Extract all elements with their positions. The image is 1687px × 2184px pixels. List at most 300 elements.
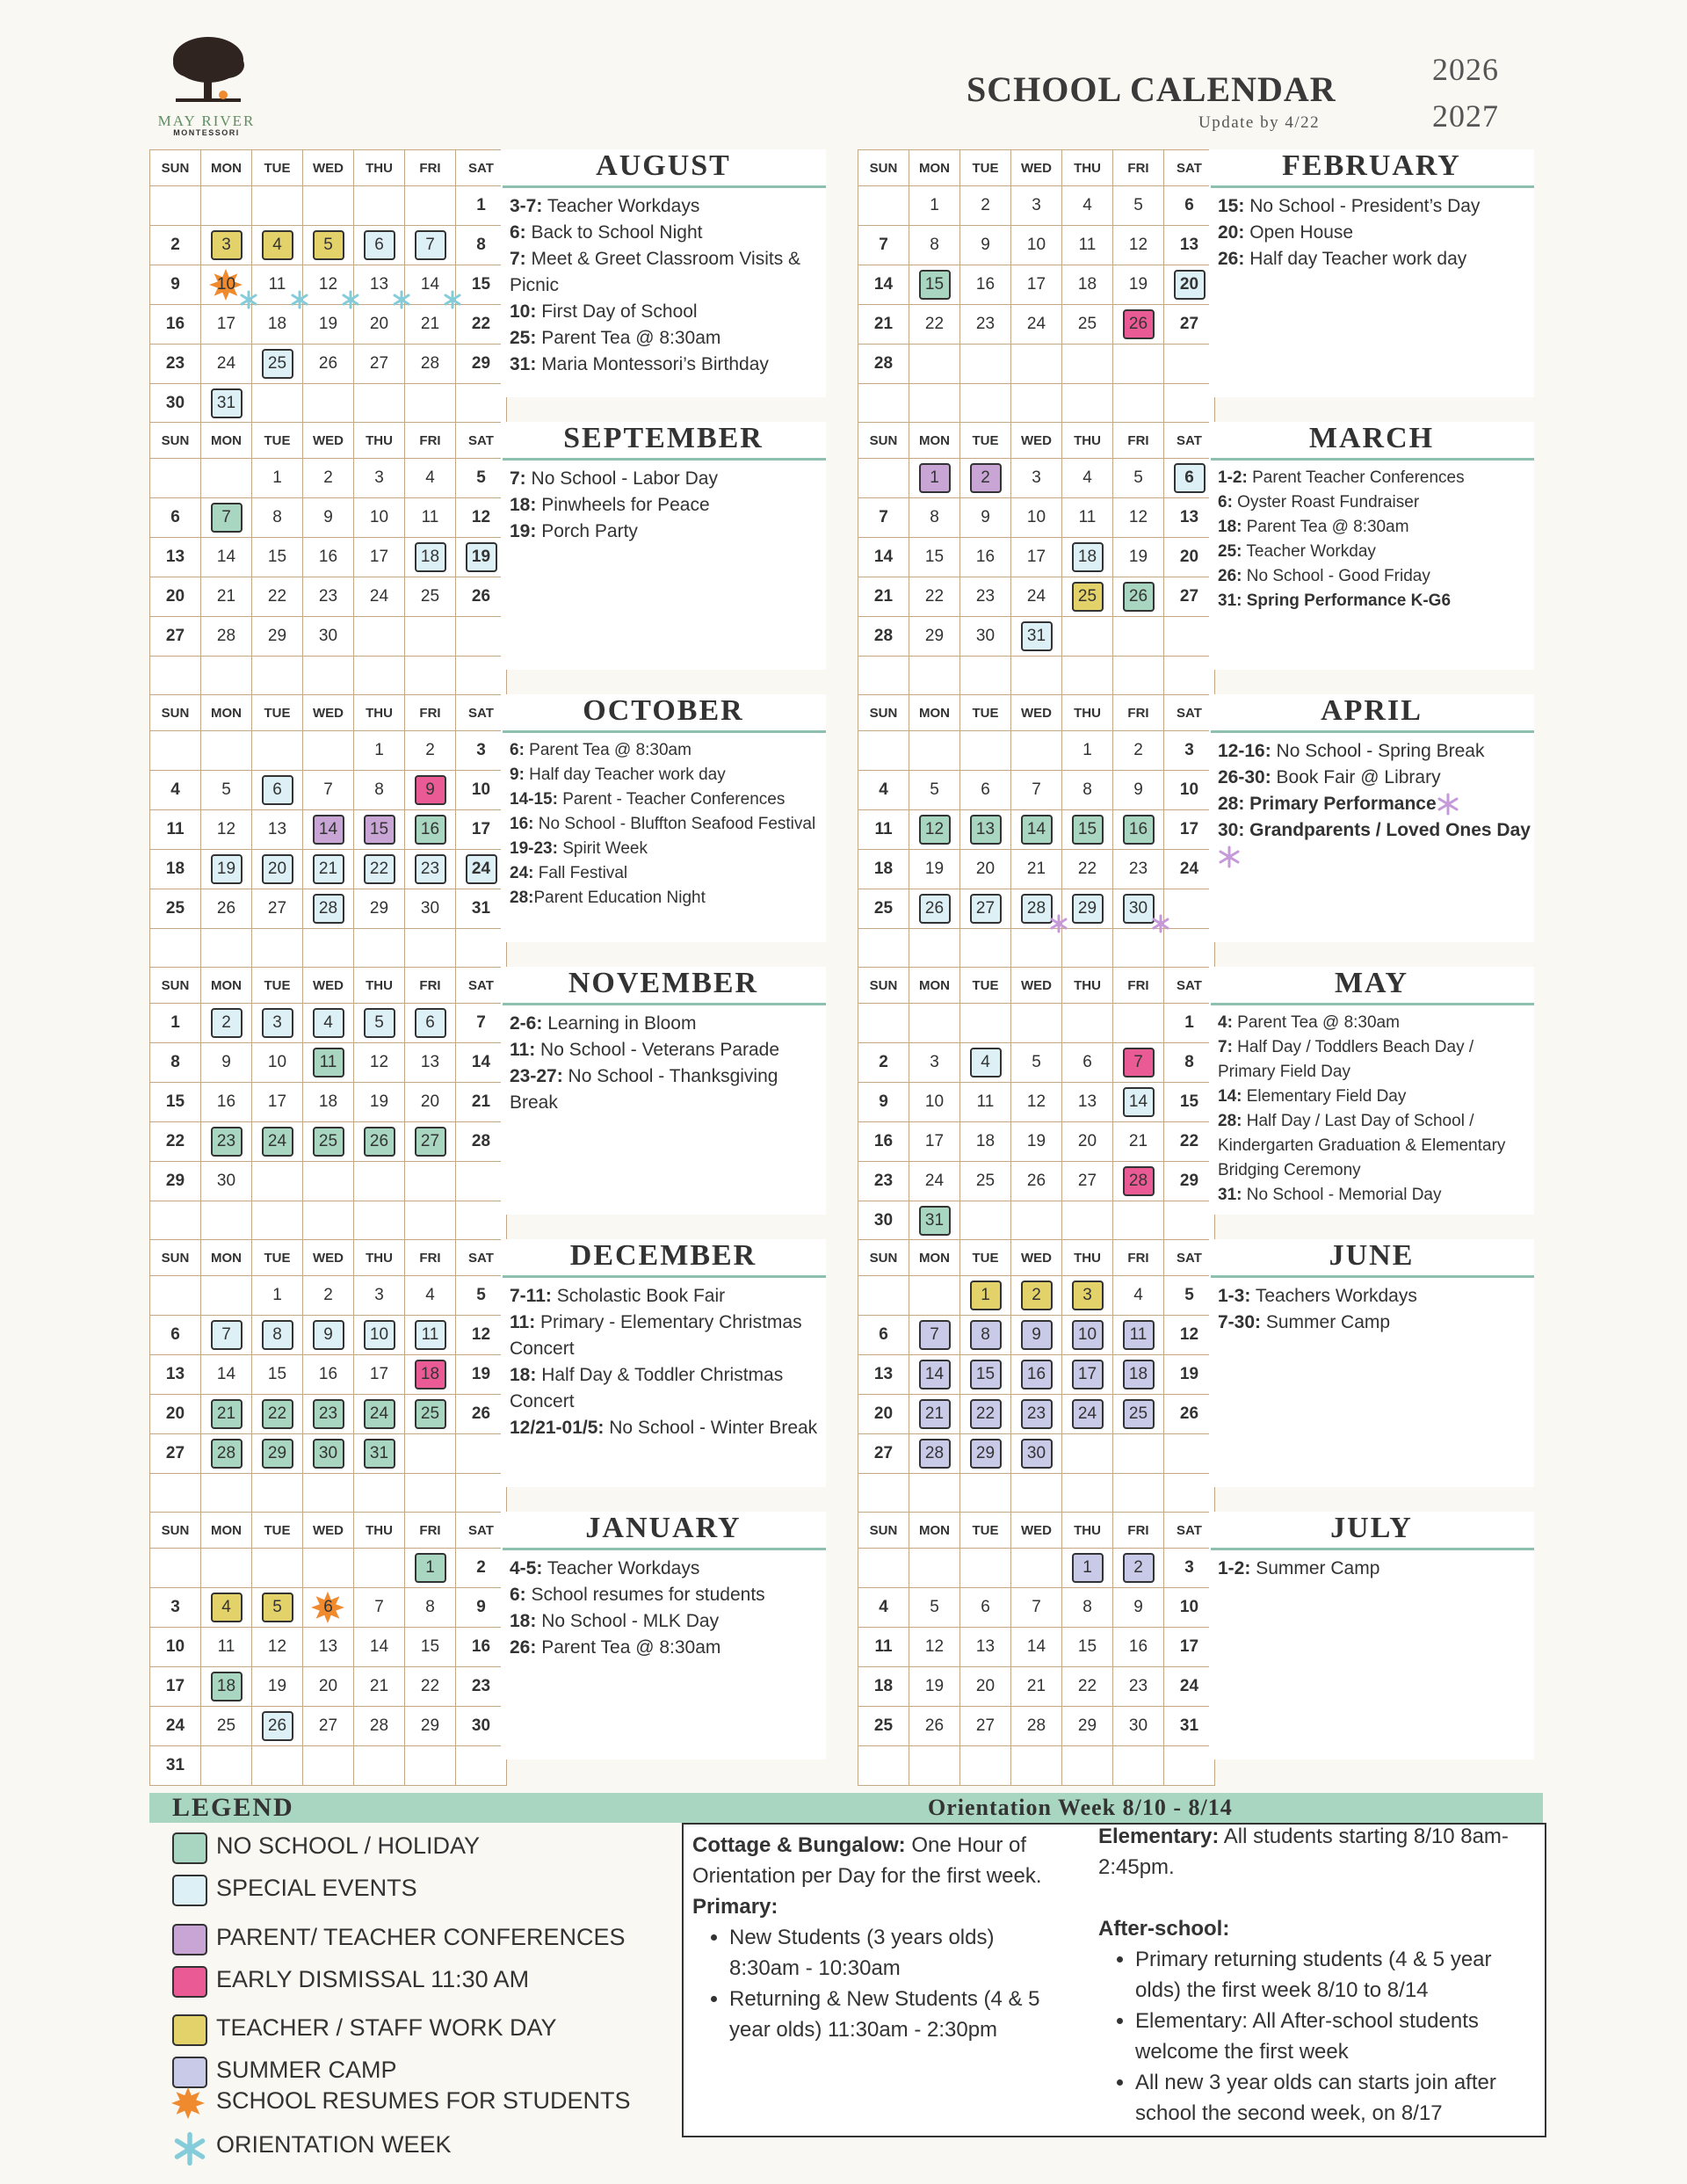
weekday-header: TUE: [252, 695, 303, 731]
empty-cell: [252, 186, 303, 226]
empty-cell: [858, 929, 909, 969]
month-name: MAY: [1334, 967, 1409, 999]
day-cell: [858, 1316, 909, 1355]
snowflake-asterisk-icon: [172, 2131, 207, 2166]
empty-cell: [405, 1434, 456, 1474]
day-number: 17: [1026, 548, 1046, 566]
day-number: 10: [1026, 236, 1046, 254]
day-cell: [1011, 1434, 1062, 1474]
cottage-label: Cottage & Bungalow:: [692, 1833, 906, 1857]
day-cell: [252, 459, 303, 498]
day-cell: [252, 1395, 303, 1434]
day-cell: [1062, 1083, 1113, 1122]
event-item: [1218, 515, 1534, 540]
day-cell: [405, 1004, 456, 1043]
day-number: 30: [1123, 894, 1155, 924]
month-name: JUNE: [1329, 1239, 1415, 1272]
day-number: 30: [420, 899, 440, 918]
day-cell: [303, 538, 354, 577]
day-cell: [405, 771, 456, 810]
events-list: [510, 1283, 826, 1441]
day-number: 10: [1179, 1598, 1199, 1616]
event-date: 31: Spring Performance K-G6: [1218, 591, 1452, 610]
day-cell: [150, 771, 201, 810]
day-cell: [456, 1004, 507, 1043]
day-number: 10: [364, 1320, 395, 1350]
empty-cell: [960, 929, 1011, 969]
weekday-header: FRI: [1113, 968, 1164, 1004]
day-cell: [303, 345, 354, 384]
event-text: No School - Veterans Parade: [535, 1040, 780, 1060]
day-number: 5: [1133, 196, 1143, 214]
day-number: 27: [1179, 587, 1199, 606]
day-number: 1: [919, 463, 951, 493]
day-number: 8: [1082, 1598, 1092, 1616]
elementary-info: [1098, 1821, 1538, 1883]
day-number: 20: [975, 860, 996, 878]
day-cell: [1164, 265, 1215, 305]
empty-cell: [909, 731, 960, 771]
day-cell: [354, 771, 405, 810]
day-cell: [1113, 577, 1164, 617]
day-cell: [150, 1395, 201, 1434]
event-date: 4:: [1218, 1013, 1233, 1032]
orientation-title: Orientation Week 8/10 - 8/14: [928, 1795, 1233, 1820]
day-number: 9: [879, 1092, 888, 1111]
day-cell: [252, 1588, 303, 1628]
day-number: 25: [262, 349, 293, 379]
day-cell: [960, 1083, 1011, 1122]
event-item: [1218, 1109, 1534, 1183]
day-cell: [1113, 1083, 1164, 1122]
legend-label: TEACHER / STAFF WORK DAY: [216, 2014, 557, 2041]
empty-cell: [303, 1474, 354, 1513]
day-number: 6: [1082, 1053, 1092, 1071]
day-number: 2: [981, 196, 990, 214]
day-number: 15: [924, 548, 945, 566]
empty-cell: [150, 1276, 201, 1316]
day-cell: [858, 345, 909, 384]
day-number: 18: [1077, 275, 1097, 294]
afterschool-list: [1098, 1944, 1538, 2129]
event-item: [1218, 540, 1534, 564]
weekday-header: FRI: [405, 423, 456, 459]
primary-label: Primary:: [692, 1895, 778, 1919]
empty-cell: [1062, 657, 1113, 696]
day-cell: [456, 1667, 507, 1707]
day-number: 21: [1128, 1132, 1148, 1150]
day-cell: [1164, 1667, 1215, 1707]
day-number: 22: [165, 1132, 185, 1150]
day-number: 23: [1021, 1399, 1053, 1429]
empty-cell: [1062, 617, 1113, 657]
day-number: 29: [924, 627, 945, 645]
day-cell: [201, 1083, 252, 1122]
day-number: 30: [165, 394, 185, 412]
day-cell: [960, 810, 1011, 850]
day-cell: [252, 538, 303, 577]
day-number: 4: [425, 1286, 435, 1304]
day-number: 14: [873, 275, 894, 294]
day-cell: [960, 1667, 1011, 1707]
day-cell: [1062, 1316, 1113, 1355]
day-number: 18: [318, 1092, 338, 1111]
day-cell: [303, 771, 354, 810]
event-text: No School - Thanksgiving Break: [510, 1066, 778, 1113]
events-list: [510, 466, 826, 545]
legend-label: ORIENTATION WEEK: [216, 2131, 452, 2158]
day-number: 3: [374, 1286, 384, 1304]
weekday-header: MON: [201, 1513, 252, 1549]
day-number: 1: [272, 1286, 282, 1304]
weekday-header: MON: [909, 1240, 960, 1276]
weekday-header: SUN: [150, 150, 201, 186]
day-number: 24: [1179, 860, 1199, 878]
empty-cell: [1011, 929, 1062, 969]
day-cell: [909, 1628, 960, 1667]
day-number: 5: [1032, 1053, 1041, 1071]
day-cell: [150, 1588, 201, 1628]
day-number: 28: [216, 627, 236, 645]
month-calendar-table: [858, 1239, 1215, 1513]
weekday-header: WED: [303, 968, 354, 1004]
event-text: Summer Camp: [1250, 1558, 1380, 1578]
event-item: [510, 738, 826, 763]
day-cell: [1011, 1355, 1062, 1395]
day-number: 20: [165, 587, 185, 606]
day-number: 1: [1184, 1013, 1194, 1032]
day-number: 18: [211, 1672, 243, 1701]
day-cell: [303, 226, 354, 265]
event-item: [510, 352, 826, 378]
day-number: 15: [1072, 815, 1104, 845]
day-cell: [354, 1004, 405, 1043]
day-number: 14: [873, 548, 894, 566]
month-september: [149, 422, 852, 668]
empty-cell: [858, 186, 909, 226]
day-cell: [354, 889, 405, 929]
day-cell: [354, 459, 405, 498]
day-number: 25: [873, 1716, 894, 1735]
day-cell: [150, 345, 201, 384]
day-cell: [150, 617, 201, 657]
month-events-panel: [501, 1239, 826, 1487]
day-number: 15: [267, 548, 287, 566]
day-number: 6: [170, 508, 180, 526]
day-number: 1: [970, 1281, 1002, 1310]
day-cell: [1164, 1549, 1215, 1588]
day-number: 3: [1184, 1558, 1194, 1577]
day-number: 11: [1078, 508, 1097, 526]
day-cell: [303, 1043, 354, 1083]
day-number: 23: [873, 1172, 894, 1190]
events-list: [510, 738, 826, 911]
month-divider: [1211, 1548, 1534, 1550]
day-cell: [1164, 186, 1215, 226]
empty-cell: [1164, 657, 1215, 696]
empty-cell: [456, 1474, 507, 1513]
day-cell: [303, 1667, 354, 1707]
weekday-header: SUN: [150, 423, 201, 459]
day-cell: [1011, 1276, 1062, 1316]
event-date: 30: Grandparents / Loved Ones Day: [1218, 820, 1531, 840]
orientation-snowflake-icon: [239, 290, 258, 309]
month-calendar-table: [858, 967, 1215, 1241]
day-cell: [1164, 459, 1215, 498]
day-number: 6: [1174, 463, 1206, 493]
day-number: 7: [211, 503, 243, 533]
event-date: 2-6:: [510, 1013, 543, 1034]
day-cell: [150, 1355, 201, 1395]
month-events-panel: [1209, 1512, 1534, 1760]
day-cell: [1011, 1588, 1062, 1628]
orientation-left-column: [692, 1830, 1070, 2045]
empty-cell: [1011, 1746, 1062, 1786]
day-number: 8: [930, 236, 939, 254]
day-cell: [252, 771, 303, 810]
day-cell: [201, 771, 252, 810]
day-cell: [456, 1395, 507, 1434]
day-cell: [960, 498, 1011, 538]
month-divider: [503, 185, 826, 188]
day-number: 17: [216, 315, 236, 333]
day-cell: [354, 1628, 405, 1667]
day-number: 4: [879, 1598, 888, 1616]
day-number: 4: [970, 1048, 1002, 1077]
day-number: 26: [1123, 582, 1155, 612]
day-number: 22: [1077, 860, 1097, 878]
day-cell: [858, 1122, 909, 1162]
event-text: No School - Good Friday: [1242, 567, 1430, 585]
day-cell: [1113, 265, 1164, 305]
day-number: 12: [318, 275, 338, 294]
month-calendar-table: [858, 149, 1215, 424]
day-number: 31: [211, 388, 243, 418]
empty-cell: [1062, 384, 1113, 424]
day-cell: [456, 459, 507, 498]
day-cell: [1011, 265, 1062, 305]
primary-list: [692, 1922, 1070, 2045]
empty-cell: [960, 1549, 1011, 1588]
day-cell: [1164, 1043, 1215, 1083]
empty-cell: [201, 731, 252, 771]
event-text: No School - Memorial Day: [1242, 1186, 1442, 1204]
legend-swatch: [172, 1875, 207, 1906]
day-cell: [909, 889, 960, 929]
day-cell: [150, 1667, 201, 1707]
day-cell: [405, 1043, 456, 1083]
orientation-snowflake-icon: [443, 290, 462, 309]
empty-cell: [354, 186, 405, 226]
weekday-header: FRI: [1113, 1240, 1164, 1276]
weekday-header: SAT: [456, 423, 507, 459]
empty-cell: [909, 1276, 960, 1316]
day-number: 14: [919, 1360, 951, 1389]
day-number: 21: [919, 1399, 951, 1429]
day-number: 28: [873, 354, 894, 373]
day-number: 7: [415, 230, 446, 260]
weekday-header: TUE: [960, 423, 1011, 459]
event-date: 28:: [510, 889, 534, 907]
day-cell: [909, 1083, 960, 1122]
weekday-header: SUN: [150, 968, 201, 1004]
events-list: [1218, 193, 1534, 272]
day-cell: [1062, 577, 1113, 617]
day-cell: [150, 1162, 201, 1201]
day-cell: [1062, 1628, 1113, 1667]
empty-cell: [201, 1549, 252, 1588]
day-number: 22: [420, 1677, 440, 1695]
day-number: 18: [165, 860, 185, 878]
day-number: 25: [975, 1172, 996, 1190]
day-cell: [1062, 186, 1113, 226]
day-number: 27: [970, 894, 1002, 924]
event-date: 19-23:: [510, 839, 558, 858]
event-item: [1218, 1035, 1534, 1085]
day-cell: [1011, 577, 1062, 617]
day-number: 23: [1128, 860, 1148, 878]
event-text: Teacher Workday: [1242, 542, 1376, 561]
empty-cell: [1011, 1201, 1062, 1241]
month-calendar-table: [149, 1239, 507, 1513]
day-cell: [150, 850, 201, 889]
empty-cell: [405, 384, 456, 424]
day-number: 15: [1077, 1637, 1097, 1656]
day-number: 11: [415, 1320, 446, 1350]
empty-cell: [252, 1162, 303, 1201]
day-number: 15: [267, 1365, 287, 1383]
day-number: 14: [216, 1365, 236, 1383]
weekday-header: MON: [201, 150, 252, 186]
empty-cell: [1164, 889, 1215, 929]
day-number: 26: [318, 354, 338, 373]
day-cell: [1011, 771, 1062, 810]
event-date: 20:: [1218, 222, 1245, 243]
event-date: 19:: [510, 521, 537, 541]
day-number: 23: [471, 1677, 491, 1695]
weekday-header: FRI: [405, 1240, 456, 1276]
day-number: 5: [930, 780, 939, 799]
day-cell: [405, 1122, 456, 1162]
day-number: 26: [919, 894, 951, 924]
day-number: 8: [425, 1598, 435, 1616]
day-number: 7: [879, 236, 888, 254]
day-cell: [1113, 810, 1164, 850]
weekday-header: TUE: [252, 968, 303, 1004]
day-number: 8: [970, 1320, 1002, 1350]
empty-cell: [1113, 1474, 1164, 1513]
event-item: [1218, 817, 1534, 870]
weekday-header: THU: [354, 1240, 405, 1276]
day-number: 4: [1082, 468, 1092, 487]
day-cell: [909, 1395, 960, 1434]
day-cell: [1113, 1122, 1164, 1162]
day-cell: [354, 810, 405, 850]
day-cell: [1062, 731, 1113, 771]
empty-cell: [1011, 731, 1062, 771]
events-list: [1218, 1283, 1534, 1336]
event-date: 26-30:: [1218, 767, 1271, 787]
day-number: 18: [1072, 542, 1104, 572]
day-number: 23: [313, 1399, 344, 1429]
day-cell: [252, 617, 303, 657]
day-cell: [960, 577, 1011, 617]
update-note: Update by 4/22: [1198, 113, 1321, 132]
day-cell: [405, 226, 456, 265]
event-text: No School - MLK Day: [536, 1611, 720, 1631]
day-cell: [960, 459, 1011, 498]
day-cell: [405, 1276, 456, 1316]
day-number: 8: [262, 1320, 293, 1350]
month-name: SEPTEMBER: [563, 422, 764, 454]
day-number: 12: [924, 1637, 945, 1656]
day-number: 9: [1133, 1598, 1143, 1616]
event-date: 7:: [510, 249, 526, 269]
day-cell: [354, 345, 405, 384]
day-cell: [456, 1355, 507, 1395]
day-number: 27: [975, 1716, 996, 1735]
event-item: [510, 812, 826, 837]
day-cell: [1164, 226, 1215, 265]
event-text: Learning in Bloom: [542, 1013, 697, 1034]
event-text: Parent Teacher Conferences: [1247, 468, 1465, 487]
day-cell: [1164, 1083, 1215, 1122]
day-number: 30: [1021, 1439, 1053, 1469]
event-text: Maria Montessori’s Birthday: [536, 354, 769, 374]
day-number: 27: [165, 1444, 185, 1462]
day-number: 11: [217, 1637, 235, 1656]
day-cell: [909, 1434, 960, 1474]
day-cell: [1011, 226, 1062, 265]
day-cell: [1113, 1707, 1164, 1746]
empty-cell: [1113, 657, 1164, 696]
empty-cell: [303, 1201, 354, 1241]
day-cell: [456, 1588, 507, 1628]
day-number: 13: [318, 1637, 338, 1656]
day-cell: [456, 186, 507, 226]
day-number: 17: [267, 1092, 287, 1111]
weekday-header: THU: [1062, 968, 1113, 1004]
empty-cell: [909, 345, 960, 384]
event-text: Porch Party: [536, 521, 638, 541]
day-number: 15: [919, 270, 951, 300]
day-cell: [150, 265, 201, 305]
month-name: FEBRUARY: [1282, 149, 1461, 182]
month-february: [858, 149, 1560, 395]
day-number: 11: [421, 508, 439, 526]
day-cell: [201, 305, 252, 345]
day-cell: [1011, 305, 1062, 345]
weekday-header: SAT: [456, 1240, 507, 1276]
day-cell: [1062, 1043, 1113, 1083]
day-cell: [1062, 498, 1113, 538]
empty-cell: [858, 657, 909, 696]
day-number: 21: [211, 1399, 243, 1429]
day-number: 21: [216, 587, 236, 606]
event-text: Parent Tea @ 8:30am: [1232, 1013, 1400, 1032]
day-number: 8: [1184, 1053, 1194, 1071]
day-cell: [909, 1201, 960, 1241]
empty-cell: [960, 731, 1011, 771]
day-cell: [303, 577, 354, 617]
day-cell: [858, 305, 909, 345]
event-item: [510, 763, 826, 787]
day-number: 19: [471, 1365, 491, 1383]
month-divider: [1211, 1275, 1534, 1278]
empty-cell: [1113, 1004, 1164, 1043]
day-cell: [201, 577, 252, 617]
empty-cell: [201, 1201, 252, 1241]
